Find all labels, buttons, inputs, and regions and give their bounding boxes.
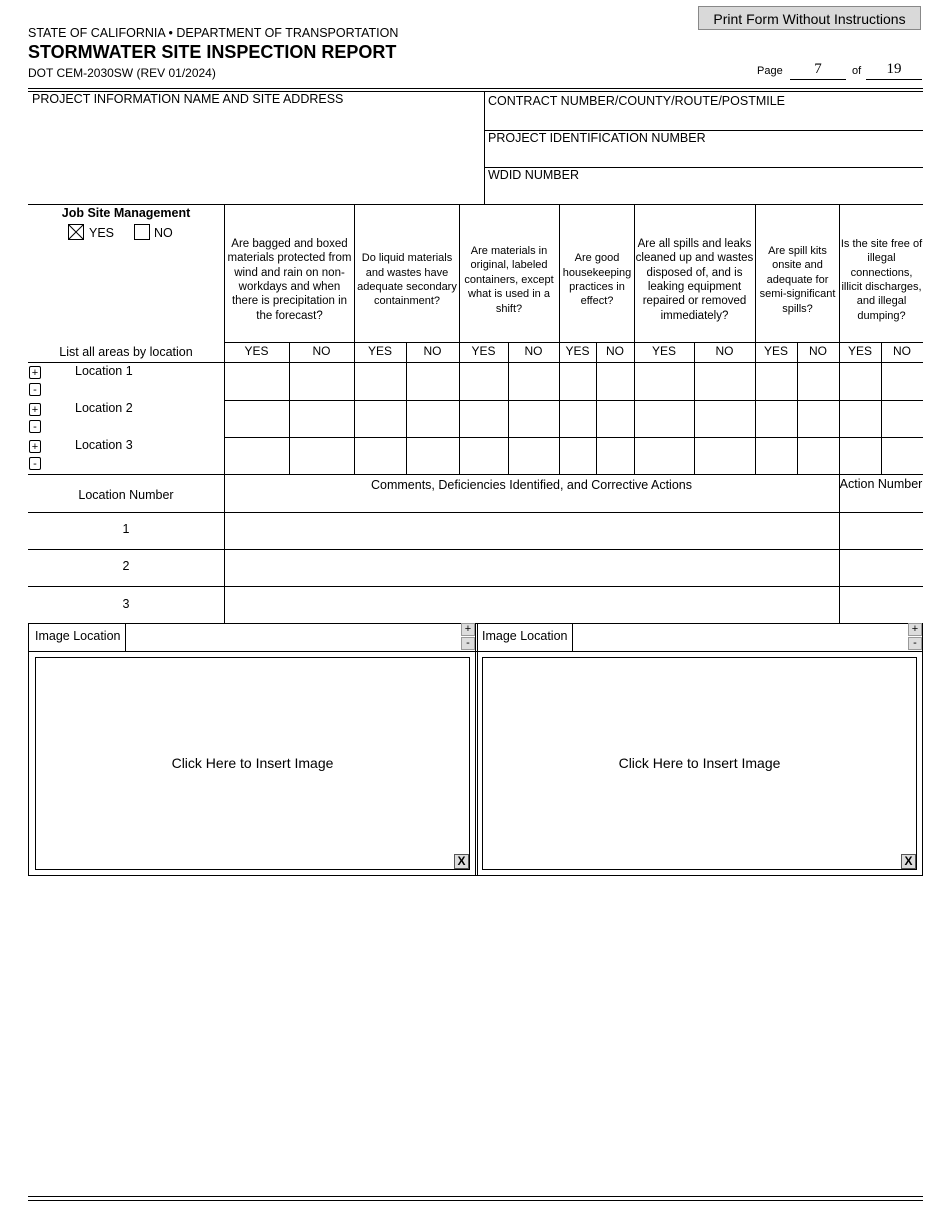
divider bbox=[28, 651, 923, 652]
action-number-label: Action Number bbox=[839, 477, 923, 491]
remove-row-button[interactable]: - bbox=[29, 420, 41, 433]
no-column-label: NO bbox=[312, 344, 331, 358]
form-number: DOT CEM-2030SW (REV 01/2024) bbox=[28, 66, 216, 80]
divider bbox=[596, 342, 597, 474]
yes-column-label: YES bbox=[244, 344, 269, 358]
yes-column-label: YES bbox=[763, 344, 788, 358]
divider bbox=[28, 586, 923, 587]
yes-label: YES bbox=[89, 226, 115, 240]
divider bbox=[289, 342, 290, 474]
print-form-button[interactable]: Print Form Without Instructions bbox=[698, 6, 921, 30]
job-site-yes-checkbox[interactable] bbox=[68, 224, 84, 240]
image-insert-area[interactable] bbox=[482, 657, 917, 870]
image-location-field[interactable] bbox=[574, 625, 906, 649]
yes-column-label: YES bbox=[847, 344, 872, 358]
delete-image-button[interactable]: X bbox=[901, 854, 916, 869]
question-1: Are bagged and boxed materials protected from wind and rain on non-workdays and when there is precipitation in the forecast? bbox=[227, 237, 352, 322]
comments-label: Comments, Deficiencies Identified, and Corrective Actions bbox=[371, 478, 692, 492]
location-label[interactable]: Location 1 bbox=[75, 364, 133, 378]
no-column-label: NO bbox=[606, 344, 624, 358]
job-site-no-checkbox[interactable] bbox=[134, 224, 150, 240]
divider bbox=[477, 623, 478, 876]
no-column-label: NO bbox=[809, 344, 827, 358]
comment-location-number[interactable]: 3 bbox=[122, 597, 130, 611]
comment-location-number[interactable]: 1 bbox=[122, 522, 130, 536]
divider bbox=[28, 623, 29, 876]
delete-image-button[interactable]: X bbox=[454, 854, 469, 869]
divider bbox=[354, 204, 355, 474]
divider bbox=[28, 512, 923, 513]
wdid-label: WDID NUMBER bbox=[488, 168, 579, 182]
question-6: Are spill kits onsite and adequate for semi-significant spills? bbox=[759, 244, 836, 315]
divider bbox=[475, 623, 476, 876]
of-label: of bbox=[852, 65, 862, 77]
footer-divider bbox=[28, 1200, 923, 1201]
footer-divider bbox=[28, 1196, 923, 1197]
insert-image-text: Click Here to Insert Image bbox=[171, 755, 334, 771]
contract-number-field[interactable] bbox=[488, 110, 920, 128]
question-5: Are all spills and leaks cleaned up and wastes disposed of, and is leaking equipment repaired or removed immediately? bbox=[635, 237, 754, 322]
project-id-label: PROJECT IDENTIFICATION NUMBER bbox=[488, 131, 706, 145]
divider bbox=[572, 623, 573, 651]
divider bbox=[406, 342, 407, 474]
divider bbox=[28, 88, 923, 89]
yes-column-label: YES bbox=[367, 344, 392, 358]
page-label: Page bbox=[757, 65, 783, 77]
question-7: Is the site free of illegal connections, illicit discharges, and illegal dumping? bbox=[840, 237, 923, 322]
location-number-label: Location Number bbox=[78, 488, 174, 502]
no-column-label: NO bbox=[893, 344, 911, 358]
no-column-label: NO bbox=[423, 344, 442, 358]
project-info-label: PROJECT INFORMATION NAME AND SITE ADDRESS bbox=[32, 92, 344, 106]
divider bbox=[28, 474, 923, 475]
question-3: Are materials in original, labeled containers, except what is used in a shift? bbox=[464, 244, 554, 315]
spinner-down-button[interactable]: - bbox=[908, 637, 922, 650]
divider bbox=[694, 342, 695, 474]
add-row-button[interactable]: + bbox=[29, 403, 41, 416]
no-column-label: NO bbox=[524, 344, 543, 358]
spinner-up-button[interactable]: + bbox=[461, 623, 475, 636]
comment-location-number[interactable]: 2 bbox=[122, 559, 130, 573]
add-row-button[interactable]: + bbox=[29, 440, 41, 453]
page-current-field[interactable]: 7 bbox=[790, 61, 846, 80]
yes-column-label: YES bbox=[651, 344, 676, 358]
yes-column-label: YES bbox=[565, 344, 590, 358]
divider bbox=[922, 623, 923, 876]
wdid-field[interactable] bbox=[488, 184, 920, 202]
yes-column-label: YES bbox=[471, 344, 496, 358]
image-location-label: Image Location bbox=[482, 629, 568, 643]
contract-number-label: CONTRACT NUMBER/COUNTY/ROUTE/POSTMILE bbox=[488, 94, 786, 108]
divider bbox=[224, 342, 923, 343]
no-column-label: NO bbox=[715, 344, 734, 358]
project-info-field[interactable] bbox=[30, 108, 480, 202]
no-label: NO bbox=[154, 226, 173, 240]
divider bbox=[125, 623, 126, 651]
remove-row-button[interactable]: - bbox=[29, 457, 41, 470]
image-location-field[interactable] bbox=[127, 625, 459, 649]
divider bbox=[797, 342, 798, 474]
spinner-down-button[interactable]: - bbox=[461, 637, 475, 650]
divider bbox=[484, 92, 485, 204]
divider bbox=[224, 437, 923, 438]
divider bbox=[28, 875, 923, 876]
spinner-up-button[interactable]: + bbox=[908, 623, 922, 636]
question-2: Do liquid materials and wastes have adequate secondary containment? bbox=[357, 252, 457, 308]
list-areas-label: List all areas by location bbox=[59, 345, 193, 359]
divider bbox=[28, 204, 923, 205]
question-4: Are good housekeeping practices in effect? bbox=[562, 252, 632, 308]
divider bbox=[508, 342, 509, 474]
location-label[interactable]: Location 3 bbox=[75, 438, 133, 452]
divider bbox=[224, 400, 923, 401]
remove-row-button[interactable]: - bbox=[29, 383, 41, 396]
form-title: STORMWATER SITE INSPECTION REPORT bbox=[28, 42, 397, 62]
insert-image-text: Click Here to Insert Image bbox=[618, 755, 781, 771]
divider bbox=[28, 362, 923, 363]
page-total-field[interactable]: 19 bbox=[866, 61, 922, 80]
add-row-button[interactable]: + bbox=[29, 366, 41, 379]
project-id-field[interactable] bbox=[488, 147, 920, 165]
check-x-icon bbox=[69, 225, 83, 239]
image-location-label: Image Location bbox=[35, 629, 121, 643]
agency-name: STATE OF CALIFORNIA • DEPARTMENT OF TRANSPORTATION bbox=[28, 26, 399, 40]
location-label[interactable]: Location 2 bbox=[75, 401, 133, 415]
divider bbox=[881, 342, 882, 474]
image-insert-area[interactable] bbox=[35, 657, 470, 870]
job-site-title: Job Site Management bbox=[61, 206, 191, 220]
divider bbox=[28, 549, 923, 550]
